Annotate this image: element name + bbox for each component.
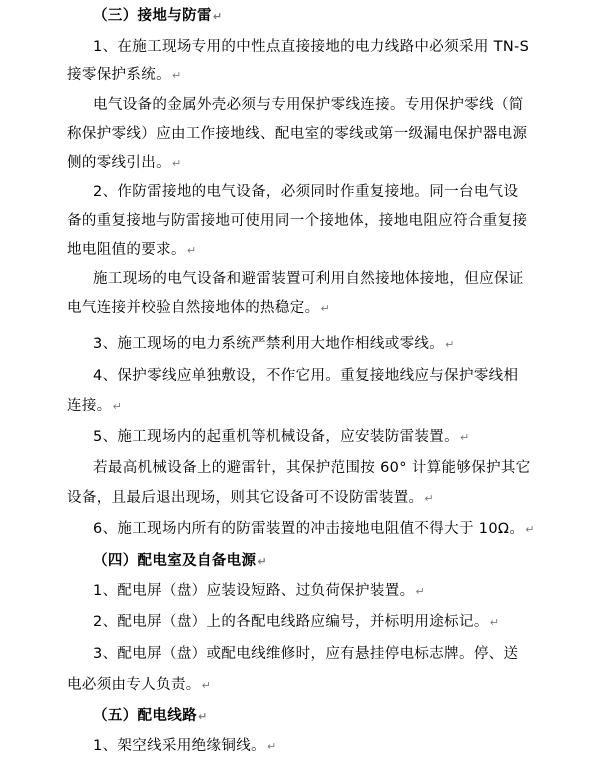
line-text: 1、在施工现场专用的中性点直接接地的电力线路中必须采用 TN-S <box>93 39 530 55</box>
paragraph-mark-icon: ↵ <box>212 10 223 23</box>
line-text: 电必须由专人负责。 <box>67 677 201 693</box>
text-line <box>93 177 604 207</box>
paragraph-mark-icon: ↵ <box>489 616 499 629</box>
line-text: 备的重复接地与防雷接地可使用同一个接地体，接地电阻应符合重复接 <box>67 213 528 229</box>
line-text: 6、施工现场内所有的防雷装置的冲击接地电阻值不得大于 10Ω。 <box>93 521 525 537</box>
line-text: 电气设备的金属外壳必须与专用保护零线连接。专用保护零线（简 <box>93 97 524 113</box>
line-text: （四）配电室及自备电源 <box>93 553 257 569</box>
paragraph-mark-icon: ↵ <box>424 492 434 505</box>
line-text: 电气连接并校验自然接地体的热稳定。 <box>67 300 320 316</box>
section-heading-distribution-lines <box>93 701 604 731</box>
text-line <box>67 391 604 421</box>
line-text: 施工现场的电气设备和避雷装置可利用自然接地体接地，但应保证 <box>93 271 524 287</box>
text-line <box>67 206 604 236</box>
text-line <box>93 361 604 391</box>
paragraph-mark-icon: ↵ <box>320 302 330 315</box>
line-text: 1、架空线采用绝缘铜线。 <box>93 738 266 754</box>
text-line <box>93 90 604 120</box>
line-text: 2、作防雷接地的电气设备，必须同时作重复接地。同一台电气设 <box>93 184 519 200</box>
paragraph-mark-icon: ↵ <box>197 710 208 723</box>
text-line <box>93 607 604 637</box>
line-text: 1、配电屏（盘）应装设短路、过负荷保护装置。 <box>93 583 415 599</box>
text-line <box>67 670 604 700</box>
line-text: 连接。 <box>67 398 112 414</box>
text-line <box>93 639 604 669</box>
paragraph-mark-icon: ↵ <box>415 585 425 598</box>
line-text: 地电阻值的要求。 <box>67 242 186 258</box>
paragraph-mark-icon: ↵ <box>266 740 277 753</box>
line-text: 接零保护系统。 <box>67 67 171 83</box>
line-text: 2、配电屏（盘）上的各配电线路应编号，并标明用途标记。 <box>93 614 489 630</box>
paragraph-mark-icon: ↵ <box>201 679 211 692</box>
text-line <box>93 32 604 62</box>
line-text: 3、配电屏（盘）或配电线维修时，应有悬挂停电标志牌。停、送 <box>93 646 519 662</box>
text-line <box>93 329 604 359</box>
paragraph-mark-icon: ↵ <box>112 400 122 413</box>
text-line <box>93 453 604 483</box>
text-line <box>67 148 604 178</box>
line-text: （五）配电线路 <box>93 708 197 724</box>
text-line <box>93 731 604 761</box>
line-text: （三）接地与防雷 <box>93 8 212 24</box>
section-heading-grounding <box>93 1 604 31</box>
paragraph-mark-icon: ↵ <box>171 157 182 170</box>
line-text: 5、施工现场内的起重机等机械设备，应安装防雷装置。 <box>93 429 459 445</box>
line-text: 4、保护零线应单独敷设，不作它用。重复接地线应与保护零线相 <box>93 368 519 384</box>
paragraph-mark-icon: ↵ <box>257 555 267 568</box>
paragraph-mark-icon: ↵ <box>445 338 455 351</box>
paragraph-mark-icon: ↵ <box>525 523 535 536</box>
paragraph-mark-icon: ↵ <box>459 431 470 444</box>
text-line <box>93 264 604 294</box>
line-text: 称保护零线）应由工作接地线、配电室的零线或第一级漏电保护器电源 <box>67 126 528 142</box>
paragraph-mark-icon: ↵ <box>186 244 197 257</box>
text-line <box>93 514 604 544</box>
text-line <box>67 293 604 323</box>
text-line <box>67 119 604 149</box>
line-text: 若最高机械设备上的避雷针，其保护范围按 60° 计算能够保护其它 <box>93 460 531 476</box>
paragraph-mark-icon: ↵ <box>171 69 182 82</box>
text-line <box>67 235 604 265</box>
line-text: 侧的零线引出。 <box>67 155 171 171</box>
text-line <box>93 576 604 606</box>
text-line <box>93 422 604 452</box>
section-heading-power-room <box>93 546 604 576</box>
text-line <box>67 483 604 513</box>
line-text: 3、施工现场的电力系统严禁利用大地作相线或零线。 <box>93 336 445 352</box>
text-line <box>67 60 604 90</box>
line-text: 设备，且最后退出现场，则其它设备可不设防雷装置。 <box>67 490 424 506</box>
